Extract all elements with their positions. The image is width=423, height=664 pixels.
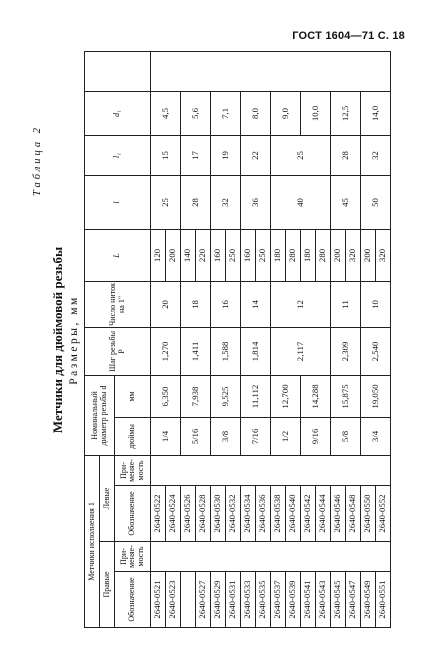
left-code: 2640-0528 [196,486,211,542]
table-subtitle: Размеры, мм [68,295,80,385]
cell-pitch: 2,540 [361,327,391,375]
left-code: 2640-0548 [346,486,361,542]
cell-L: 250 [256,229,271,281]
cell-L: 200 [361,229,376,281]
right-code: 2640-0539 [286,572,301,628]
left-code: 2640-0552 [376,486,391,542]
cell-L: 320 [376,229,391,281]
page-header: ГОСТ 1604—71 С. 18 [292,30,405,42]
header-right-applicability: При-меняе-мость [115,542,151,572]
cell-L: 180 [301,229,316,281]
left-code: 2640-0538 [271,486,286,542]
cell-threads: 14 [241,281,271,327]
cell-pitch: 1,411 [181,327,211,375]
header-threads: Число ниток на 1" [85,281,151,327]
cell-L: 160 [211,229,226,281]
cell-pitch: 1,814 [241,327,271,375]
right-code: 2640-0529 [211,572,226,628]
cell-l: 45 [331,175,361,229]
cell-d1: 12,5 [331,91,361,135]
cell-inch: 5/8 [331,417,361,455]
cell-L: 140 [181,229,196,281]
right-code: 2640-0537 [271,572,286,628]
table-row [331,51,346,627]
right-code: 2640-0545 [331,572,346,628]
cell-l1: 22 [241,135,271,175]
header-d1: d₁ [85,91,151,135]
cell-threads: 10 [361,281,391,327]
header-pitch: Шаг резьбы P [85,327,151,375]
header-right-designation: Обозначение [115,572,151,628]
cell-pitch: 1,270 [151,327,181,375]
header-l1: l₁ [85,135,151,175]
cell-mm: 15,875 [331,375,361,417]
header-l: l [85,175,151,229]
table-number: Таблица 2 [32,124,43,196]
table-row [211,51,226,627]
cell-L: 120 [151,229,166,281]
table-row [241,51,256,627]
header-left: Левые [100,455,115,541]
cell-mm: 7,938 [181,375,211,417]
left-code: 2640-0526 [181,486,196,542]
right-code: 2640-0551 [376,572,391,628]
cell-mm: 19,050 [361,375,391,417]
left-code: 2640-0522 [151,486,166,542]
cell-L: 250 [226,229,241,281]
cell-d1: 10,0 [301,91,331,135]
header-group: Метчики исполнения 1 [85,455,100,627]
cell-l: 36 [241,175,271,229]
table-row [361,51,376,627]
right-code: 2640-0533 [241,572,256,628]
cell-d1: 5,6 [181,91,211,135]
cell-inch: 1/2 [271,417,301,455]
rotated-page [24,52,397,628]
cell-L: 200 [331,229,346,281]
spacer-cell [151,51,391,91]
cell-l: 32 [211,175,241,229]
cell-mm: 14,288 [301,375,331,417]
cell-L: 320 [346,229,361,281]
cell-d1: 9,0 [271,91,301,135]
cell-pitch: 2,117 [271,327,331,375]
header-nominal-diameter: Номинальный диаметр резьбы d [85,375,115,455]
table-row [181,51,196,627]
cell-threads: 20 [151,281,181,327]
right-code: 2640-0527 [196,572,211,628]
left-code: 2640-0542 [301,486,316,542]
cell-threads: 11 [331,281,361,327]
cell-d1: 4,5 [151,91,181,135]
right-code: 2640-0523 [166,572,181,628]
right-code: 2640-0541 [301,572,316,628]
right-code: 2640-0531 [226,572,241,628]
cell-L: 280 [316,229,331,281]
cell-inch: 7/16 [241,417,271,455]
table-title: Метчики для дюймовой резьбы [50,246,65,434]
cell-mm: 11,112 [241,375,271,417]
cell-l: 40 [271,175,331,229]
header-inches: дюймы [115,417,151,455]
cell-d1: 8,0 [241,91,271,135]
left-code: 2640-0550 [361,486,376,542]
right-code [181,572,196,628]
cell-pitch: 1,588 [211,327,241,375]
cell-threads: 16 [211,281,241,327]
sizes-table [84,51,391,628]
header-right: Правые [100,542,115,628]
left-code: 2640-0536 [256,486,271,542]
right-applicability [151,542,391,572]
cell-l1: 19 [211,135,241,175]
cell-mm: 6,350 [151,375,181,417]
left-code: 2640-0544 [316,486,331,542]
cell-inch: 9/16 [301,417,331,455]
cell-l1: 25 [271,135,331,175]
left-code: 2640-0530 [211,486,226,542]
right-code: 2640-0547 [346,572,361,628]
cell-d1: 7,1 [211,91,241,135]
cell-L: 220 [196,229,211,281]
cell-l: 50 [361,175,391,229]
table-row [151,51,166,627]
table-row [271,51,286,627]
cell-l1: 15 [151,135,181,175]
right-code: 2640-0543 [316,572,331,628]
cell-L: 180 [271,229,286,281]
header-L: L [85,229,151,281]
left-code: 2640-0532 [226,486,241,542]
right-code: 2640-0535 [256,572,271,628]
cell-L: 280 [286,229,301,281]
cell-inch: 3/4 [361,417,391,455]
cell-inch: 1/4 [151,417,181,455]
cell-inch: 3/8 [211,417,241,455]
right-code: 2640-0521 [151,572,166,628]
header-mm: мм [115,375,151,417]
cell-threads: 18 [181,281,211,327]
header-left-designation: Обозначение [115,486,151,542]
right-code: 2640-0549 [361,572,376,628]
cell-l1: 17 [181,135,211,175]
cell-inch: 5/16 [181,417,211,455]
cell-l: 28 [181,175,211,229]
cell-l1: 32 [361,135,391,175]
header-spacer [85,51,151,91]
left-code: 2640-0546 [331,486,346,542]
header-left-applicability: При-меняе-мость [115,455,151,485]
left-code: 2640-0524 [166,486,181,542]
cell-mm: 12,700 [271,375,301,417]
cell-mm: 9,525 [211,375,241,417]
cell-threads: 12 [271,281,331,327]
left-code: 2640-0540 [286,486,301,542]
left-applicability [151,455,391,485]
cell-L: 160 [241,229,256,281]
left-code: 2640-0534 [241,486,256,542]
cell-l: 25 [151,175,181,229]
cell-l1: 28 [331,135,361,175]
cell-d1: 14,0 [361,91,391,135]
cell-L: 200 [166,229,181,281]
cell-pitch: 2,309 [331,327,361,375]
